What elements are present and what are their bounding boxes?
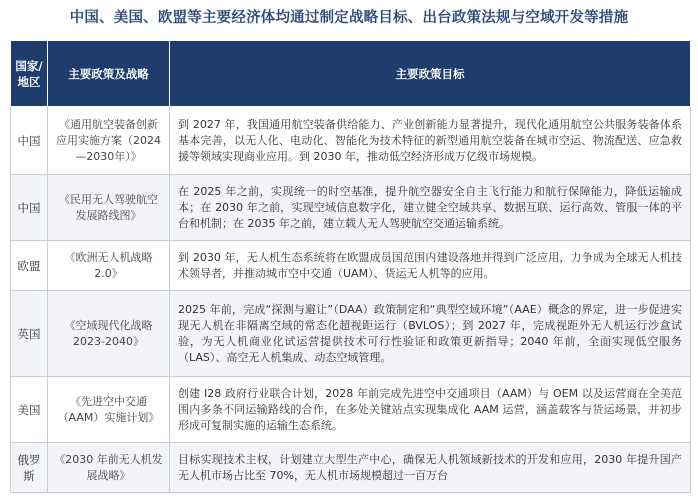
header-goal: 主要政策目标 — [170, 41, 691, 107]
table-row — [11, 291, 691, 377]
cell-region: 美国 — [11, 377, 48, 443]
cell-strategy: 《通用航空装备创新应用实施方案（2024—2030年）》 — [48, 107, 170, 175]
cell-goal: 在 2025 年之前，实现统一的时空基准，提升航空器安全自主飞行能力和航行保障能力，降低运输成本；在 2030 年之前，实现空域信息数字化，建立健全空域共享、数据互联、运行高效、管服一体的平台和机制；在 2035 年之前，建立载人无人驾驶航空交通运输系统。 — [170, 175, 691, 241]
policy-table — [10, 40, 691, 493]
cell-strategy: 《空域现代化战略2023-2040》 — [48, 291, 170, 377]
cell-goal: 目标实现技术主权，计划建立大型生产中心，确保无人机领域新技术的开发和应用，2030 年提升国产无人机市场占比至 70%，无人机市场规模超过一百万台 — [170, 443, 691, 493]
cell-goal: 到 2030 年，无人机生态系统将在欧盟成员国范围内建设落地并得到广泛应用，力争成为全球无人机技术领导者，并推动城市空中交通（UAM）、货运无人机等的应用。 — [170, 241, 691, 291]
cell-region: 中国 — [11, 175, 48, 241]
cell-goal: 到 2027 年，我国通用航空装备供给能力、产业创新能力显著提升，现代化通用航空公共服务装备体系基本完善，以无人化、电动化、智能化为技术特征的新型通用航空装备在城市空运、物流配送、应急救援等领域实现商业应用。到 2030 年，推动低空经济形成万亿级市场规模。 — [170, 107, 691, 175]
table-header-row — [11, 41, 691, 107]
cell-region: 欧盟 — [11, 241, 48, 291]
table-row — [11, 175, 691, 241]
header-strategy: 主要政策及战略 — [48, 41, 170, 107]
cell-region: 英国 — [11, 291, 48, 377]
cell-strategy: 《先进空中交通（AAM）实施计划》 — [48, 377, 170, 443]
cell-region: 俄罗斯 — [11, 443, 48, 493]
table-row — [11, 443, 691, 493]
cell-goal: 2025 年前，完成“探测与避让”（DAA）政策制定和“典型空域环境”（AAE）概念的界定，进一步促进实现无人机在非隔离空域的常态化超视距运行（BVLOS）；到 2027 年，完成视距外无人机运行沙盒试验，为无人机商业化试运营提供技术可行性验证和政策更新指导；2040 年前，全面实现低空服务（LAS）、高空无人机集成、动态空域管理。 — [170, 291, 691, 377]
table-row — [11, 107, 691, 175]
cell-region: 中国 — [11, 107, 48, 175]
table-row — [11, 241, 691, 291]
cell-strategy: 《民用无人驾驶航空发展路线图》 — [48, 175, 170, 241]
cell-goal: 创建 I28 政府行业联合计划，2028 年前完成先进空中交通项目（AAM）与 OEM 以及运营商在全美范围内多条不同运输路线的合作，在多处关键站点实现集成化 AAM 运营，涵盖载客与货运场景，并初步形成可复制实施的运输生态系统。 — [170, 377, 691, 443]
cell-strategy: 《欧洲无人机战略2.0》 — [48, 241, 170, 291]
header-region: 国家/地区 — [11, 41, 48, 107]
page-title: 中国、美国、欧盟等主要经济体均通过制定战略目标、出台政策法规与空域开发等措施 — [69, 10, 629, 26]
table-row — [11, 377, 691, 443]
cell-strategy: 《2030 年前无人机发展战略》 — [48, 443, 170, 493]
